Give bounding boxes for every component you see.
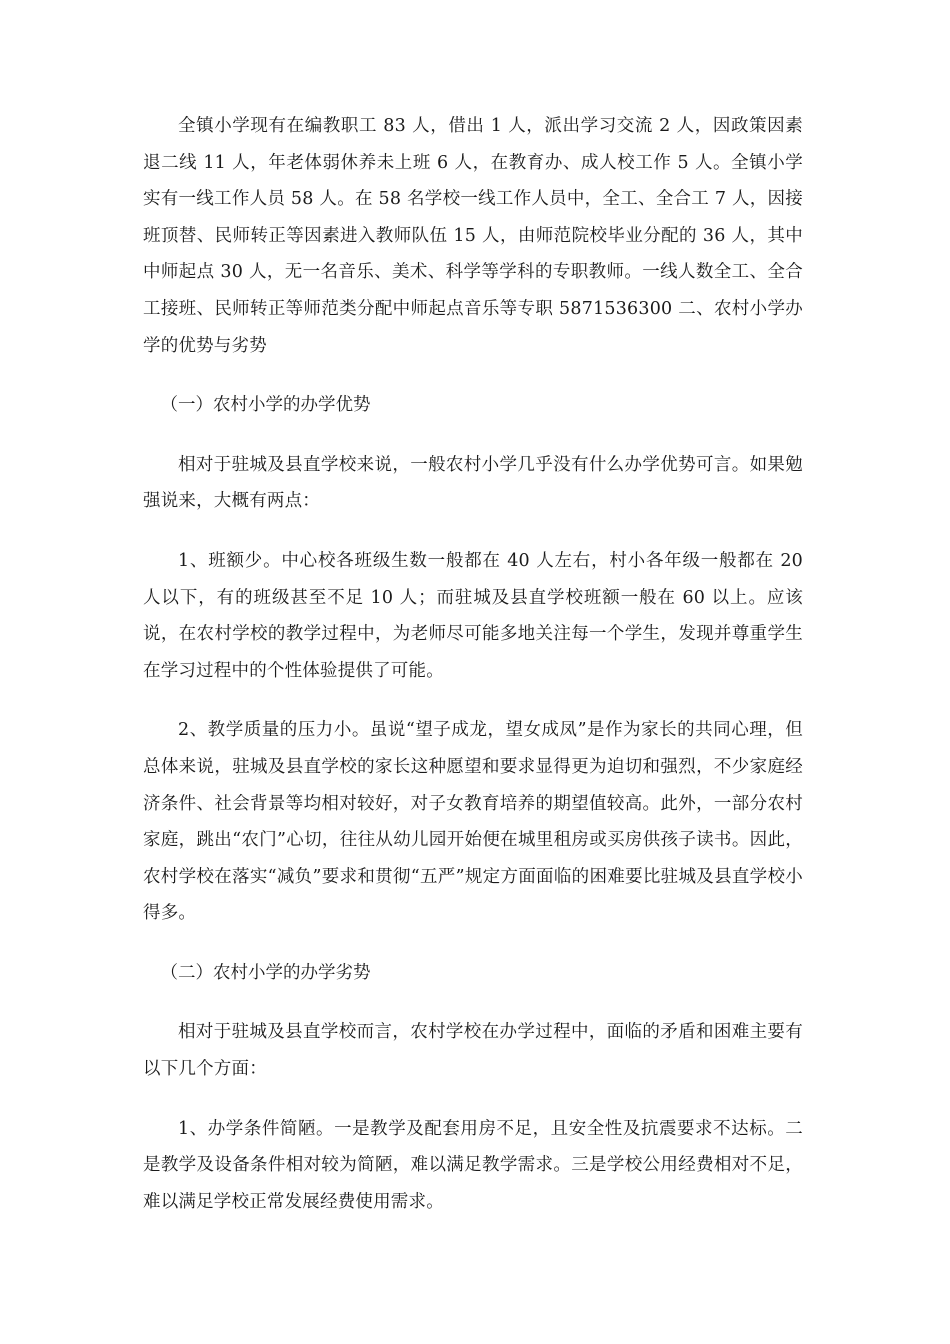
heading-advantages: （一）农村小学的办学优势 (160, 395, 371, 416)
paragraph-disadvantages-intro: 相对于驻城及县直学校而言，农村学校在办学过程中，面临的矛盾和困难主要有以下几个方面： (143, 1022, 803, 1080)
paragraph-advantage-pressure: 2、教学质量的压力小。虽说“望子成龙，望女成凤”是作为家长的共同心理，但总体来说，驻城及县直学校的家长这种愿望和要求显得更为迫切和强烈，不少家庭经济条件、社会背景等均相对较好，对子女教育培养的期望值较高。此外，一部分农村家庭，跳出“农门”心切，往往从幼儿园开始便在城里租房或买房供孩子读书。因此，农村学校在落实“减负”要求和贯彻“五严”规定方面面临的困难要比驻城及县直学校小得多。 (143, 720, 803, 924)
document-page (143, 108, 803, 1220)
paragraph-advantages-intro: 相对于驻城及县直学校来说，一般农村小学几乎没有什么办学优势可言。如果勉强说来，大概有两点： (143, 454, 803, 512)
heading-disadvantages: （二）农村小学的办学劣势 (160, 962, 371, 983)
paragraph-advantage-class-size: 1、班额少。中心校各班级生数一般都在 40 人左右，村小各年级一般都在 20 人以下，有的班级甚至不足 10 人；而驻城及县直学校班额一般在 60 以上。应该说，在农村学校的教学过程中，为老师尽可能多地关注每一个学生，发现并尊重学生在学习过程中的个性体验提供了可能。 (143, 550, 803, 681)
paragraph-staff-statistics: 全镇小学现有在编教职工 83 人，借出 1 人，派出学习交流 2 人，因政策因素退二线 11 人，年老体弱休养未上班 6 人，在教育办、成人校工作 5 人。全镇小学实有一线工作人员 58 人。在 58 名学校一线工作人员中，全工、全合工 7 人，因接班顶替、民师转正等因素进入教师队伍 15 人，由师范院校毕业分配的 36 人，其中中师起点 30 人，无一名音乐、美术、科学等学科的专职教师。一线人数全工、全合工接班、民师转正等师范类分配中师起点音乐等专职 5871536300 二、农村小学办学的优势与劣势 (143, 116, 803, 356)
paragraph-disadvantage-conditions: 1、办学条件简陋。一是教学及配套用房不足，且安全性及抗震要求不达标。二是教学及设备条件相对较为简陋，难以满足教学需求。三是学校公用经费相对不足，难以满足学校正常发展经费使用需求。 (143, 1118, 803, 1212)
